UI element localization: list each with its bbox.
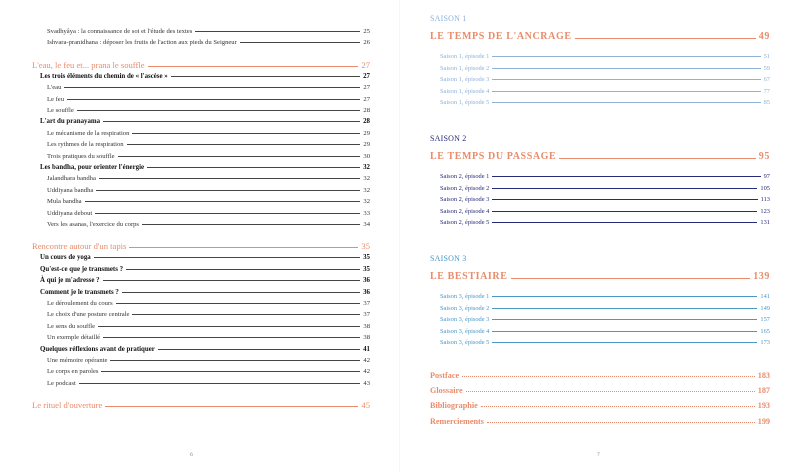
toc-entry-page-number: 193 [757,401,770,411]
toc-leader-line [99,178,361,179]
toc-entry-page-number: 32 [363,186,370,194]
toc-subsection-entry[interactable] [47,380,370,387]
toc-leader-line [96,190,360,191]
toc-entry-page-number: 97 [763,173,770,180]
toc-leader-line [94,257,360,258]
toc-section-entry[interactable] [40,118,370,125]
toc-entry-title: Remerciements [430,416,484,426]
episode-entry[interactable] [440,316,770,323]
toc-leader-line [240,42,361,43]
toc-entry-page-number: 141 [760,293,770,300]
toc-entry-title: Saison 1, épisode 1 [440,53,490,60]
toc-leader-line [511,278,751,279]
toc-subsection-entry[interactable] [47,311,370,318]
season-label: SAISON 1 [430,14,467,23]
toc-entry-title: Glossaire [430,386,463,396]
toc-leader-line [492,91,760,92]
toc-entry-title: Mula bandha [47,198,82,206]
toc-leader-line [492,319,757,320]
toc-leader-line [492,188,757,189]
toc-leader-line [492,79,760,80]
toc-leader-line [127,144,361,145]
episode-entry[interactable] [440,305,770,312]
toc-entry-page-number: 35 [363,265,370,273]
toc-entry-title: Le souffle [47,107,74,114]
toc-subsection-entry[interactable] [47,96,370,103]
toc-entry-title: L'art du pranayama [40,118,101,126]
episode-entry[interactable] [440,65,770,72]
toc-entry-title: Quelques réflexions avant de pratiquer [40,345,155,353]
toc-leader-line [129,247,358,248]
toc-leader-line [492,56,760,57]
toc-section-entry[interactable] [40,266,370,273]
toc-entry-title: Le rituel d'ouverture [32,400,103,411]
toc-entry-title: Le déroulement du cours [47,300,113,307]
toc-leader-line [118,156,361,157]
toc-leader-line [575,38,756,39]
toc-leader-line [492,68,760,69]
toc-leader-line [103,121,360,122]
toc-entry-title: Vers les asanas, l'exercice du corps [47,221,139,228]
toc-leader-line [105,406,358,407]
toc-entry-title: Une mémoire opérante [47,357,108,364]
toc-leader-line [101,371,360,372]
toc-entry-title: Les bandha, pour orienter l'énergie [40,164,145,171]
toc-subsection-entry[interactable] [47,198,370,205]
season-label: SAISON 2 [430,134,467,143]
toc-entry-title: Le choix d'une posture centrale [47,311,130,319]
toc-entry-title: Le feu [47,95,65,103]
toc-entry-title: Un exemple détaillé [47,334,101,342]
toc-entry-title: LE TEMPS DU PASSAGE [430,151,557,162]
toc-leader-line [64,87,360,88]
toc-leader-line [466,391,755,392]
toc-subsection-entry[interactable] [47,357,370,364]
toc-entry-title: Le podcast [47,379,76,387]
toc-chapter-entry[interactable] [32,60,370,70]
toc-entry-page-number: 32 [363,164,370,171]
toc-subsection-entry[interactable] [47,334,370,341]
toc-entry-page-number: 131 [760,219,770,227]
episode-entry[interactable] [440,208,770,215]
season-label: SAISON 3 [430,254,467,263]
toc-subsection-entry[interactable] [47,210,370,217]
toc-entry-page-number: 199 [757,416,770,426]
toc-entry-title: Les rythmes de la respiration [47,141,124,149]
toc-entry-title: LE TEMPS DE L'ANCRAGE [430,31,572,42]
right-page [400,0,800,472]
toc-subsection-entry[interactable] [47,300,370,307]
toc-entry-page-number: 30 [363,152,370,160]
toc-leader-line [103,337,360,338]
annex-entry[interactable] [430,401,770,410]
annex-entry[interactable] [430,386,770,395]
toc-entry-page-number: 28 [363,118,370,126]
toc-leader-line [142,224,360,225]
episode-entry[interactable] [440,173,770,180]
toc-entry-title: Saison 3, épisode 1 [440,293,490,300]
toc-subsection-entry[interactable] [47,28,370,35]
toc-entry-title: Rencontre autour d'un tapis [32,241,127,252]
toc-entry-page-number: 35 [363,254,370,262]
toc-entry-title: L'eau, le feu et... prana le souffle [32,59,145,70]
toc-entry-page-number: 173 [760,339,770,347]
toc-entry-page-number: 149 [760,304,770,312]
toc-entry-page-number: 27 [363,72,370,80]
toc-section-entry[interactable] [40,164,370,171]
episode-entry[interactable] [440,53,770,60]
toc-entry-title: Un cours de yoga [40,254,91,262]
toc-chapter-entry[interactable] [32,241,370,251]
toc-leader-line [492,102,760,103]
toc-section-entry[interactable] [40,73,370,80]
toc-entry-page-number: 113 [760,196,770,204]
toc-entry-page-number: 36 [363,288,370,296]
toc-subsection-entry[interactable] [47,368,370,375]
toc-entry-page-number: 28 [363,107,370,114]
toc-entry-page-number: 35 [361,241,370,252]
season-title-entry[interactable] [430,271,770,282]
toc-entry-title: Saison 1, épisode 2 [440,64,490,72]
episode-entry[interactable] [440,196,770,203]
toc-entry-page-number: 38 [363,322,370,330]
toc-entry-title: Saison 2, épisode 3 [440,196,490,204]
toc-leader-line [85,201,361,202]
toc-subsection-entry[interactable] [47,187,370,194]
toc-leader-line [67,99,360,100]
toc-leader-line [132,314,360,315]
toc-entry-page-number: 49 [758,31,770,42]
toc-entry-page-number: 26 [363,39,370,47]
toc-subsection-entry[interactable] [47,221,370,228]
toc-entry-page-number: 139 [753,271,770,282]
toc-entry-page-number: 95 [758,151,770,162]
toc-leader-line [132,133,360,134]
toc-entry-page-number: 67 [763,76,770,84]
toc-entry-page-number: 42 [363,368,370,376]
episode-entry[interactable] [440,99,770,106]
toc-entry-page-number: 36 [363,277,370,285]
toc-entry-title: Trois pratiques du souffle [47,152,115,160]
toc-entry-page-number: 34 [363,221,370,228]
toc-entry-title: Saison 2, épisode 4 [440,207,490,215]
toc-entry-title: Ishvara-pranidhana : déposer les fruits de l'action aux pieds du Seigneur [47,39,237,47]
toc-entry-page-number: 45 [361,400,370,411]
toc-leader-line [171,76,360,77]
toc-chapter-entry[interactable] [32,400,370,410]
toc-entry-title: À qui je m'adresse ? [40,277,100,285]
toc-section-entry[interactable] [40,254,370,261]
toc-leader-line [98,326,360,327]
toc-entry-page-number: 43 [363,379,370,387]
episode-entry[interactable] [440,293,770,300]
toc-leader-line [195,31,360,32]
toc-entry-page-number: 38 [363,334,370,342]
toc-entry-title: Saison 1, épisode 5 [440,99,490,107]
annex-entry[interactable] [430,371,770,380]
toc-entry-page-number: 37 [363,311,370,319]
toc-subsection-entry[interactable] [47,141,370,148]
toc-leader-line [158,349,360,350]
toc-entry-title: Saison 3, épisode 3 [440,316,490,324]
toc-entry-title: Saison 3, épisode 5 [440,339,490,347]
toc-entry-page-number: 105 [760,184,770,192]
toc-entry-title: Uddiyana bandha [47,186,94,194]
toc-leader-line [116,303,361,304]
toc-entry-title: Saison 3, épisode 2 [440,304,490,312]
toc-entry-page-number: 123 [760,207,770,215]
toc-subsection-entry[interactable] [47,175,370,182]
toc-entry-title: Svadhyâya : la connaissance de soi et l'étude des textes [47,28,193,35]
toc-leader-line [487,422,755,423]
toc-entry-page-number: 51 [763,53,770,60]
toc-entry-title: Le mécanisme de la respiration [47,129,130,137]
toc-entry-title: Les trois éléments du chemin de « l'ascèse » [40,72,168,80]
toc-leader-line [492,296,757,297]
toc-entry-page-number: 32 [363,175,370,183]
toc-entry-page-number: 27 [361,59,370,70]
toc-entry-page-number: 42 [363,357,370,364]
toc-entry-title: Saison 2, épisode 2 [440,184,490,192]
toc-section-entry[interactable] [40,277,370,284]
toc-entry-page-number: 85 [763,99,770,107]
episode-entry[interactable] [440,185,770,192]
toc-entry-page-number: 41 [363,345,370,353]
toc-entry-title: Le sens du souffle [47,322,96,330]
toc-leader-line [559,158,755,159]
toc-leader-line [492,342,757,343]
toc-leader-line [79,383,361,384]
toc-entry-title: Comment je le transmets ? [40,288,119,296]
right-page-number: 7 [597,452,600,458]
toc-section-entry[interactable] [40,289,370,296]
toc-subsection-entry[interactable] [47,323,370,330]
toc-leader-line [492,222,757,223]
toc-entry-page-number: 77 [763,87,770,95]
episode-entry[interactable] [440,76,770,83]
toc-entry-page-number: 27 [363,84,370,92]
toc-subsection-entry[interactable] [47,107,370,114]
toc-entry-page-number: 183 [757,371,770,380]
toc-leader-line [462,376,755,377]
toc-subsection-entry[interactable] [47,153,370,160]
toc-subsection-entry[interactable] [47,84,370,91]
episode-entry[interactable] [440,339,770,346]
toc-entry-page-number: 37 [363,300,370,307]
toc-entry-title: Saison 2, épisode 1 [440,173,490,180]
toc-entry-page-number: 33 [363,209,370,217]
toc-entry-title: Uddiyana debout [47,209,93,217]
toc-leader-line [492,211,757,212]
toc-entry-page-number: 29 [363,141,370,149]
toc-entry-title: Bibliographie [430,401,478,411]
toc-leader-line [148,66,359,67]
toc-entry-title: Jalandhara bandha [47,175,96,183]
toc-section-entry[interactable] [40,346,370,353]
toc-leader-line [110,360,360,361]
toc-entry-title: Saison 3, épisode 4 [440,327,490,335]
toc-leader-line [492,331,757,332]
toc-entry-page-number: 27 [363,95,370,103]
season-title-entry[interactable] [430,151,770,162]
toc-leader-line [492,199,757,200]
toc-entry-title: Qu'est-ce que je transmets ? [40,265,124,273]
toc-entry-page-number: 187 [757,386,770,396]
episode-entry[interactable] [440,219,770,226]
toc-leader-line [126,269,360,270]
toc-subsection-entry[interactable] [47,39,370,46]
toc-entry-title: Saison 1, épisode 3 [440,76,490,84]
toc-subsection-entry[interactable] [47,130,370,137]
toc-leader-line [122,292,360,293]
toc-leader-line [95,213,360,214]
toc-leader-line [77,110,361,111]
toc-leader-line [492,176,760,177]
annex-entry[interactable] [430,417,770,426]
toc-leader-line [103,280,361,281]
toc-leader-line [147,167,360,168]
season-title-entry[interactable] [430,31,770,42]
toc-leader-line [492,308,757,309]
toc-entry-title: Saison 2, épisode 5 [440,219,490,227]
toc-entry-page-number: 29 [363,129,370,137]
toc-entry-page-number: 25 [363,28,370,35]
toc-leader-line [481,406,755,407]
toc-entry-page-number: 165 [760,327,770,335]
toc-entry-page-number: 32 [363,198,370,206]
toc-entry-title: Postface [430,371,460,380]
toc-entry-title: L'eau [47,84,62,92]
left-page-number: 6 [190,452,193,458]
toc-entry-title: Saison 1, épisode 4 [440,87,490,95]
episode-entry[interactable] [440,88,770,95]
toc-entry-title: LE BESTIAIRE [430,271,508,282]
toc-entry-page-number: 157 [760,316,770,324]
toc-entry-page-number: 59 [763,64,770,72]
episode-entry[interactable] [440,328,770,335]
toc-entry-title: Le corps en paroles [47,368,99,376]
